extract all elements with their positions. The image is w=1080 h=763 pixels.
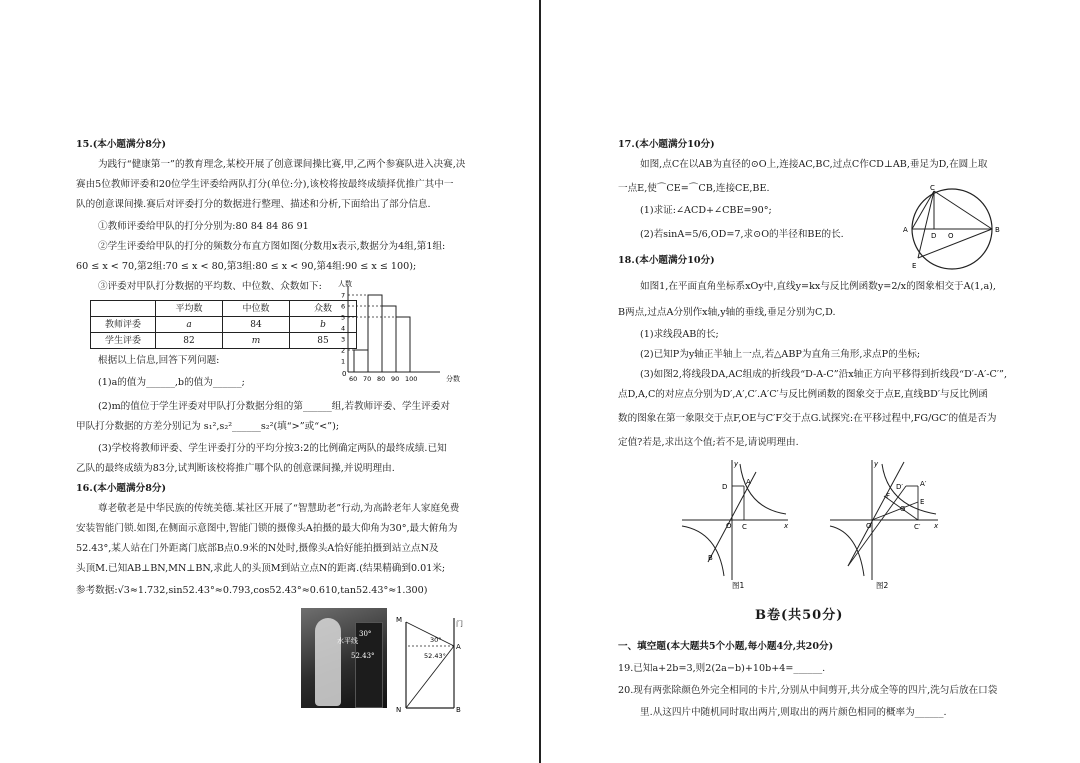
q18-figure-1 (678, 456, 794, 592)
hist-xtick-label: 90 (391, 375, 400, 383)
q15-question-3b: 乙队的最终成绩为83分,试判断该校将推广哪个队的创意课间操,并说明理由. (76, 463, 395, 474)
q18-figure-2 (826, 456, 944, 592)
table-cell: 学生评委 (91, 333, 156, 349)
hist-bar (382, 306, 396, 372)
q17-sub-2: (2)若sinA=5/6,OD=7,求⊙O的半径和BE的长. (640, 229, 844, 240)
label-E: E (912, 262, 917, 270)
fig2-x: x (934, 522, 939, 530)
table-cell: 中位数 (223, 301, 290, 317)
q18-title: 18.(本小题满分10分) (618, 255, 715, 266)
fig1-D: D (722, 483, 728, 491)
q18-sub-3d: 定值?若是,求出这个值;若不是,请说明理由. (618, 437, 799, 448)
fig2-C1: C′ (914, 523, 921, 531)
stats-table (90, 300, 357, 349)
q15-para-2: 赛由5位教师评委和20位学生评委给两队打分(单位:分),该校将按最终成绩择优推广其中一 (76, 179, 454, 190)
q15-para-3: 队的创意课间操.赛后对评委打分的数据进行整理、描述和分析,下面给出了部分信息. (76, 199, 431, 210)
photo-horizon-label: 水平线 (337, 637, 358, 645)
angle-30: 30° (430, 636, 442, 644)
hist-ytick-label: 2 (341, 346, 346, 355)
table-cell: m (223, 333, 290, 349)
label-C: C (930, 184, 935, 192)
fig1-A: A (746, 478, 751, 486)
door-photo (301, 608, 387, 708)
q19-text: 19.已知a+2b=3,则2(2a−b)+10b+4=______. (618, 663, 826, 674)
q15-info-2a: ②学生评委给甲队的打分的频数分布直方图如图(分数用x表示,数据分为4组,第1组: (98, 241, 446, 252)
table-cell: 教师评委 (91, 317, 156, 333)
fig2-A1: A′ (920, 480, 927, 488)
frequency-histogram (332, 278, 468, 388)
q15-info-3: ③评委对甲队打分数据的平均数、中位数、众数如下: (98, 281, 322, 292)
q16-geometry-diagram (392, 612, 468, 716)
hist-bar (354, 350, 368, 372)
hist-ytick-label: 3 (341, 335, 346, 344)
label-A: A (903, 226, 908, 234)
person-silhouette (315, 618, 341, 706)
hist-origin: 0 (342, 370, 347, 378)
q15-info-2b: 60 ≤ x < 70,第2组:70 ≤ x < 80,第3组:80 ≤ x < 90,第4组:90 ≤ x ≤ 100); (76, 261, 417, 272)
table-cell: 众数 (290, 301, 357, 317)
hist-xtick-label: 70 (363, 375, 372, 383)
hist-xtick-label: 80 (377, 375, 386, 383)
label-D: D (931, 232, 937, 240)
table-cell: a (156, 317, 223, 333)
fill-title: 一、填空题(本大题共5个小题,每小题4分,共20分) (618, 641, 834, 652)
point-B: B (456, 706, 461, 714)
fig2-E: E (920, 498, 925, 506)
q18-para-1: 如图1,在平面直角坐标系xOy中,直线y=kx与反比例函数y=2/x的图象相交于A(1,a), (640, 281, 996, 292)
hist-ytick-label: 5 (341, 313, 346, 322)
q15-question-3a: (3)学校将教师评委、学生评委打分的平均分按3:2的比例确定两队的最终成绩.已知 (98, 443, 447, 454)
hist-ytick-label: 7 (341, 291, 346, 300)
q18-para-2: B两点,过点A分别作x轴,y轴的垂线,垂足分别为C,D. (618, 307, 836, 318)
hist-bar (368, 295, 382, 372)
fig1-B: B (708, 554, 713, 562)
table-cell (91, 301, 156, 317)
q16-para-1: 尊老敬老是中华民族的传统美德.某社区开展了“智慧助老”行动,为高龄老年人家庭免费 (98, 503, 460, 514)
fig2-G: G (900, 505, 906, 513)
door-label: 门 (456, 620, 463, 628)
q16-para-5: 参考数据:√3≈1.732,sin52.43°≈0.793,cos52.43°≈0.610,tan52.43°≈1.300) (76, 585, 428, 596)
fig1-x: x (784, 522, 789, 530)
hist-xtick-label: 100 (405, 375, 418, 383)
q17-para-1: 如图,点C在以AB为直径的⊙O上,连接AC,BC,过点C作CD⊥AB,垂足为D,在圆上取 (640, 159, 988, 170)
fig2-O: O (866, 522, 872, 530)
q17-para-2: 一点E,使⌒CE=⌒CB,连接CE,BE. (618, 183, 770, 194)
fig1-y: y (734, 460, 739, 468)
hist-ylabel: 人数 (338, 280, 352, 288)
fig2-F: F (886, 492, 891, 500)
q15-para-1: 为践行“健康第一”的教育理念,某校开展了创意课间操比赛,甲,乙两个参赛队进入决赛,决 (98, 159, 466, 170)
q15-question-2a: (2)m的值位于学生评委对甲队打分数据分组的第______组,若教师评委、学生评委对 (98, 401, 450, 412)
table-cell: 85 (290, 333, 357, 349)
q18-sub-2: (2)已知P为y轴正半轴上一点,若△ABP为直角三角形,求点P的坐标; (640, 349, 921, 360)
q15-question-2b: 甲队打分数据的方差分别记为 s₁²,s₂²______s₂²(填“>”或“<”); (76, 421, 340, 432)
q16-para-2: 安装智能门锁.如图,在侧面示意图中,智能门锁的摄像头A拍摄的最大仰角为30°,最大俯角为 (76, 523, 458, 534)
label-B: B (995, 226, 1000, 234)
table-row (91, 317, 357, 333)
photo-angle-1: 30° (359, 630, 372, 638)
fig1-C: C (742, 523, 747, 531)
table-cell: b (290, 317, 357, 333)
fig2-caption: 图2 (876, 581, 889, 590)
q18-sub-1: (1)求线段AB的长; (640, 329, 719, 340)
fig1-caption: 图1 (732, 581, 745, 590)
q18-sub-3a: (3)如图2,将线段DA,AC组成的折线段“D-A-C”沿x轴正方向平移得到折线段“D′-A′-C′”, (640, 369, 1008, 380)
angle-52: 52.43° (424, 652, 446, 660)
point-A: A (456, 643, 461, 651)
hist-ytick-label: 1 (341, 357, 346, 366)
fig2-y: y (874, 460, 879, 468)
photo-angle-2: 52.43° (351, 652, 375, 660)
hist-xlabel: 分数 (446, 375, 460, 383)
q17-title: 17.(本小题满分10分) (618, 139, 715, 150)
table-row (91, 333, 357, 349)
section-b-heading: B卷(共50分) (755, 608, 844, 623)
q15-question-lead: 根据以上信息,回答下列问题: (98, 355, 220, 366)
table-cell: 82 (156, 333, 223, 349)
label-O: O (948, 232, 954, 240)
hist-ytick-label: 4 (341, 324, 346, 333)
hist-ytick-label: 6 (341, 302, 346, 311)
q18-sub-3b: 点D,A,C的对应点分别为D′,A′,C′.A′C′与反比例函数的图象交于点E,直线BD′与反比例函 (618, 389, 988, 400)
table-cell: 84 (223, 317, 290, 333)
hist-bar (396, 317, 410, 372)
q17-sub-1: (1)求证:∠ACD+∠CBE=90°; (640, 205, 772, 216)
table-row (91, 301, 357, 317)
q20-text-b: 里.从这四片中随机同时取出两片,则取出的两片颜色相同的概率为______. (640, 707, 947, 718)
point-M: M (396, 616, 403, 624)
q17-circle-figure (902, 182, 1006, 274)
q15-info-1: ①教师评委给甲队的打分分别为:80 84 84 86 91 (98, 221, 309, 232)
fig2-D1: D′ (896, 483, 903, 491)
q16-para-4: 头顶M.已知AB⊥BN,MN⊥BN,求此人的头顶M到站立点N的距离.(结果精确到0.01米; (76, 563, 446, 574)
q18-sub-3c: 数的图象在第一象限交于点F,OE与C′F交于点G.试探究:在平移过程中,FG/GC′的值是否为 (618, 413, 997, 424)
hist-xtick-label: 60 (349, 375, 358, 383)
fig1-O: O (726, 522, 732, 530)
point-N: N (396, 706, 402, 714)
q15-title: 15.(本小题满分8分) (76, 139, 167, 150)
histogram-marks (341, 286, 440, 383)
page-divider (539, 0, 541, 763)
q15-question-1: (1)a的值为______,b的值为______; (98, 377, 245, 388)
q20-text-a: 20.现有两张除颜色外完全相同的卡片,分别从中间剪开,共分成全等的四片,洗匀后放在口袋 (618, 685, 998, 696)
q16-para-3: 52.43°,某人站在门外距离门底部B点0.9米的N处时,摄像头A恰好能拍摄到站立点N及 (76, 543, 439, 554)
table-cell: 平均数 (156, 301, 223, 317)
q16-title: 16.(本小题满分8分) (76, 483, 167, 494)
